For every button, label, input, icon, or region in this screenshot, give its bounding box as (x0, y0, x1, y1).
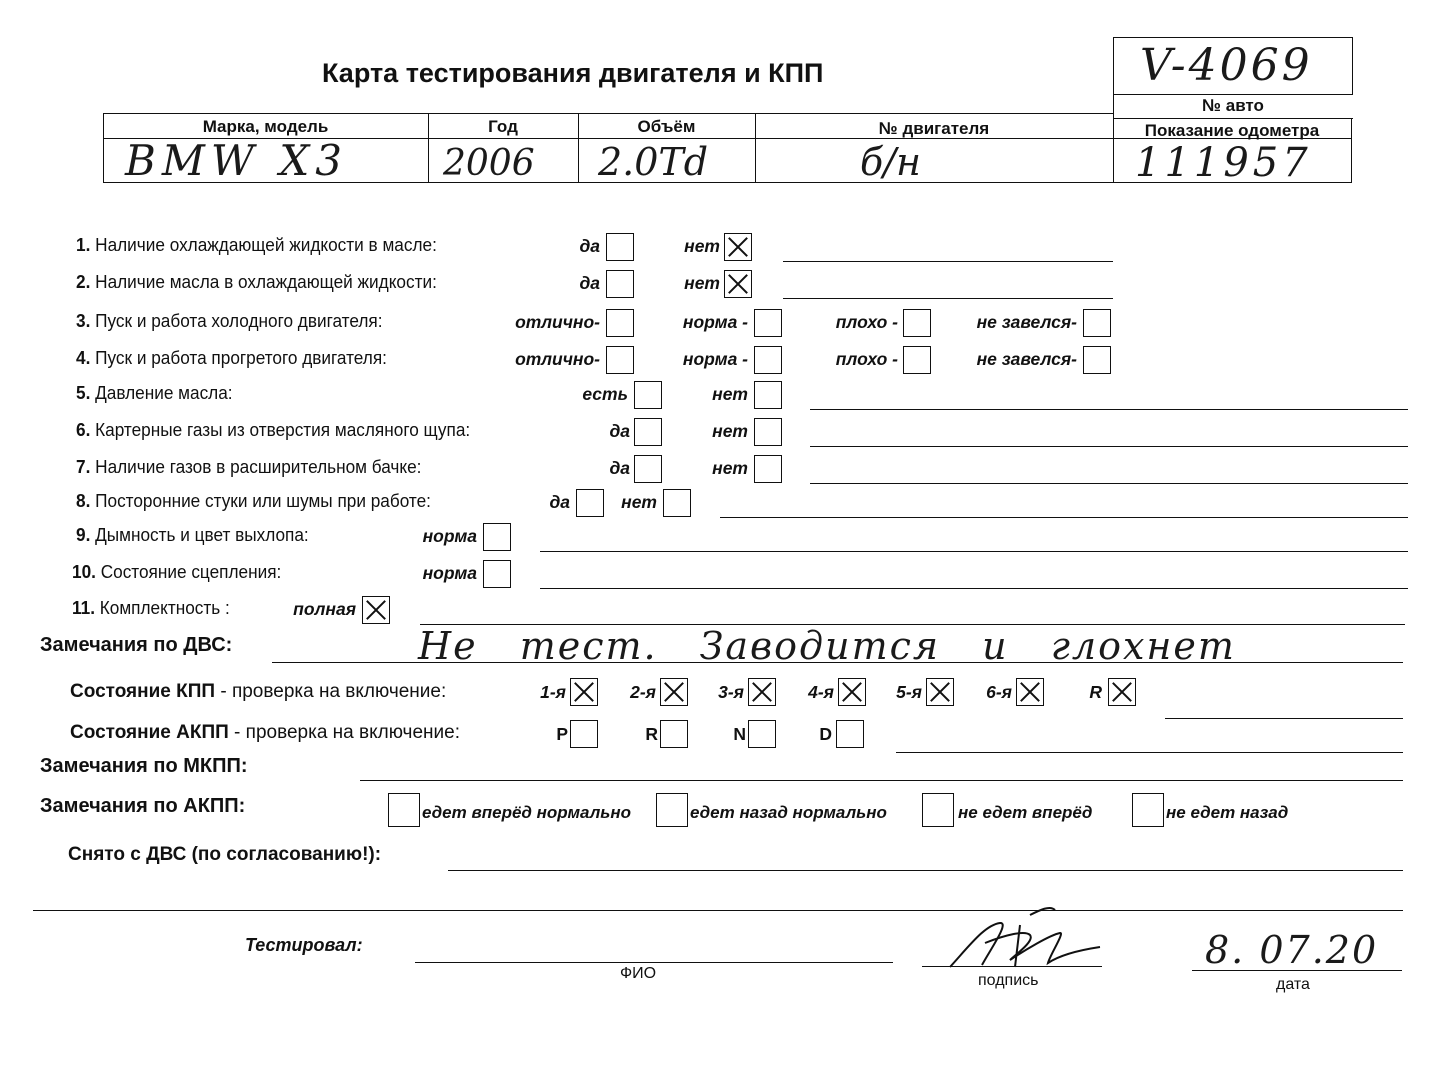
removed-label: Снято с ДВС (по согласованию!): (68, 844, 382, 865)
question-5-checkbox[interactable] (634, 381, 662, 409)
question-5-text: 5. Давление масла: (76, 382, 233, 403)
question-2-checkbox[interactable] (724, 270, 752, 298)
question-1-option-label: нет (684, 236, 720, 256)
question-5-checkbox[interactable] (754, 381, 782, 409)
question-4-checkbox[interactable] (606, 346, 634, 374)
akpp-option-4-label: не едет назад (1166, 803, 1289, 822)
question-2-remarks-line (783, 298, 1113, 299)
question-3-checkbox[interactable] (606, 309, 634, 337)
question-4-option-label: плохо - (835, 349, 898, 369)
question-7-option-label: да (609, 458, 630, 478)
question-8-option-label: да (549, 492, 570, 512)
gear-7-label: R (1089, 682, 1102, 702)
manual-gearbox-line (1165, 718, 1403, 719)
odometer-value: 111957 (1135, 140, 1312, 186)
gear-2-label: 2-я (630, 682, 656, 702)
date-label: дата (1276, 976, 1310, 993)
question-7-option-label: нет (712, 458, 748, 478)
mode-r-label: R (645, 724, 658, 744)
question-8-checkbox[interactable] (576, 489, 604, 517)
mkpp-remarks-label: Замечания по МКПП: (40, 755, 248, 777)
mode-d-checkbox[interactable] (836, 720, 864, 748)
question-3-checkbox[interactable] (754, 309, 782, 337)
gear-3-label: 3-я (718, 682, 744, 702)
question-10-text: 10. Состояние сцепления: (72, 561, 282, 582)
removed-line-2 (33, 910, 1403, 911)
table-col-divider (1351, 118, 1352, 183)
column-header-odometer: Показание одометра (1144, 121, 1320, 140)
akpp-remarks-label: Замечания по АКПП: (40, 795, 246, 817)
akpp-option-3-checkbox[interactable] (922, 793, 954, 827)
question-8-text: 8. Посторонние стуки или шумы при работе: (76, 490, 431, 511)
question-3-option-label: норма - (682, 312, 748, 332)
column-header-volume: Объём (637, 117, 696, 136)
engine-remarks-value[interactable]: Не тест. Заводится и глохнет (418, 624, 1236, 668)
akpp-option-1-checkbox[interactable] (388, 793, 420, 827)
gear-1-label: 1-я (540, 682, 566, 702)
question-3-checkbox[interactable] (1083, 309, 1111, 337)
question-10-option-label: норма (422, 563, 477, 583)
question-1-checkbox[interactable] (606, 233, 634, 261)
question-9-text: 9. Дымность и цвет выхлопа: (76, 524, 309, 545)
question-6-option-label: да (609, 421, 630, 441)
question-4-option-label: отлично- (515, 349, 600, 369)
mode-n-label: N (733, 724, 746, 744)
akpp-option-3-label: не едет вперёд (958, 803, 1093, 822)
question-7-checkbox[interactable] (634, 455, 662, 483)
question-4-checkbox[interactable] (754, 346, 782, 374)
question-5-remarks-line (810, 409, 1408, 410)
question-4-text: 4. Пуск и работа прогретого двигателя: (76, 347, 387, 368)
question-3-option-label: не завелся- (976, 312, 1077, 332)
auto-gearbox-line (896, 752, 1403, 753)
question-11-option-label: полная (293, 599, 356, 619)
question-1-text: 1. Наличие охлаждающей жидкости в масле: (76, 234, 437, 255)
fio-line (415, 962, 893, 963)
question-7-checkbox[interactable] (754, 455, 782, 483)
question-9-checkbox[interactable] (483, 523, 511, 551)
akpp-option-4-checkbox[interactable] (1132, 793, 1164, 827)
gear-2-checkbox[interactable] (660, 678, 688, 706)
auto-gearbox-label: Состояние АКПП - проверка на включение: (70, 722, 460, 743)
mkpp-remarks-line (360, 780, 1403, 781)
tested-by-label: Тестировал: (245, 935, 363, 955)
question-3-text: 3. Пуск и работа холодного двигателя: (76, 310, 383, 331)
engine-remarks-label: Замечания по ДВС: (40, 634, 233, 656)
odometer-top-border (1113, 118, 1353, 119)
gear-1-checkbox[interactable] (570, 678, 598, 706)
question-6-remarks-line (810, 446, 1408, 447)
table-top-border (103, 113, 1114, 114)
question-9-remarks-line (540, 551, 1408, 552)
signature-scribble (930, 905, 1110, 980)
gear-7-checkbox[interactable] (1108, 678, 1136, 706)
question-4-checkbox[interactable] (1083, 346, 1111, 374)
column-header-year: Год (488, 117, 518, 136)
gear-4-checkbox[interactable] (838, 678, 866, 706)
column-header-engine-number: № двигателя (878, 119, 990, 138)
question-5-option-label: есть (582, 384, 628, 404)
mode-r-checkbox[interactable] (660, 720, 688, 748)
question-11-text: 11. Комплектность : (72, 597, 230, 618)
question-8-remarks-line (720, 517, 1408, 518)
question-5-option-label: нет (712, 384, 748, 404)
question-2-option-label: нет (684, 273, 720, 293)
question-6-text: 6. Картерные газы из отверстия масляного щупа: (76, 419, 471, 440)
question-1-option-label: да (579, 236, 600, 256)
model-value: BMW X3 (125, 136, 349, 185)
question-4-checkbox[interactable] (903, 346, 931, 374)
date-value: 8. 07.20 (1205, 928, 1379, 972)
mode-n-checkbox[interactable] (748, 720, 776, 748)
question-2-checkbox[interactable] (606, 270, 634, 298)
gear-6-checkbox[interactable] (1016, 678, 1044, 706)
engine-number-value: б/н (860, 140, 922, 184)
question-11-checkbox[interactable] (362, 596, 390, 624)
signature-label: подпись (978, 972, 1039, 989)
gear-3-checkbox[interactable] (748, 678, 776, 706)
volume-value: 2.0Td (598, 140, 709, 184)
mode-d-label: D (819, 724, 832, 744)
akpp-option-2-checkbox[interactable] (656, 793, 688, 827)
question-10-remarks-line (540, 588, 1408, 589)
question-3-option-label: плохо - (835, 312, 898, 332)
gear-6-label: 6-я (986, 682, 1012, 702)
akpp-option-2-label: едет назад нормально (690, 803, 887, 822)
question-4-option-label: норма - (682, 349, 748, 369)
gear-5-label: 5-я (896, 682, 922, 702)
vehicle-number-label: № авто (1202, 96, 1264, 115)
vehicle-number-value: V-4069 (1140, 40, 1313, 91)
fio-label: ФИО (620, 965, 657, 982)
question-4-option-label: не завелся- (976, 349, 1077, 369)
question-6-checkbox[interactable] (754, 418, 782, 446)
question-7-text: 7. Наличие газов в расширительном бачке: (76, 456, 422, 477)
question-10-checkbox[interactable] (483, 560, 511, 588)
question-3-option-label: отлично- (515, 312, 600, 332)
form-title: Карта тестирования двигателя и КПП (322, 58, 824, 88)
gear-4-label: 4-я (808, 682, 834, 702)
question-1-checkbox[interactable] (724, 233, 752, 261)
question-6-option-label: нет (712, 421, 748, 441)
question-3-checkbox[interactable] (903, 309, 931, 337)
manual-gearbox-label: Состояние КПП - проверка на включение: (70, 681, 447, 702)
gear-5-checkbox[interactable] (926, 678, 954, 706)
akpp-option-1-label: едет вперёд нормально (422, 803, 632, 822)
column-header-model: Марка, модель (202, 117, 329, 136)
question-2-option-label: да (579, 273, 600, 293)
question-7-remarks-line (810, 483, 1408, 484)
mode-p-label: P (556, 724, 568, 744)
year-value: 2006 (443, 143, 535, 184)
question-8-option-label: нет (621, 492, 657, 512)
question-9-option-label: норма (422, 526, 477, 546)
mode-p-checkbox[interactable] (570, 720, 598, 748)
question-6-checkbox[interactable] (634, 418, 662, 446)
question-8-checkbox[interactable] (663, 489, 691, 517)
question-2-text: 2. Наличие масла в охлаждающей жидкости: (76, 271, 437, 292)
removed-line (448, 870, 1403, 871)
question-1-remarks-line (783, 261, 1113, 262)
